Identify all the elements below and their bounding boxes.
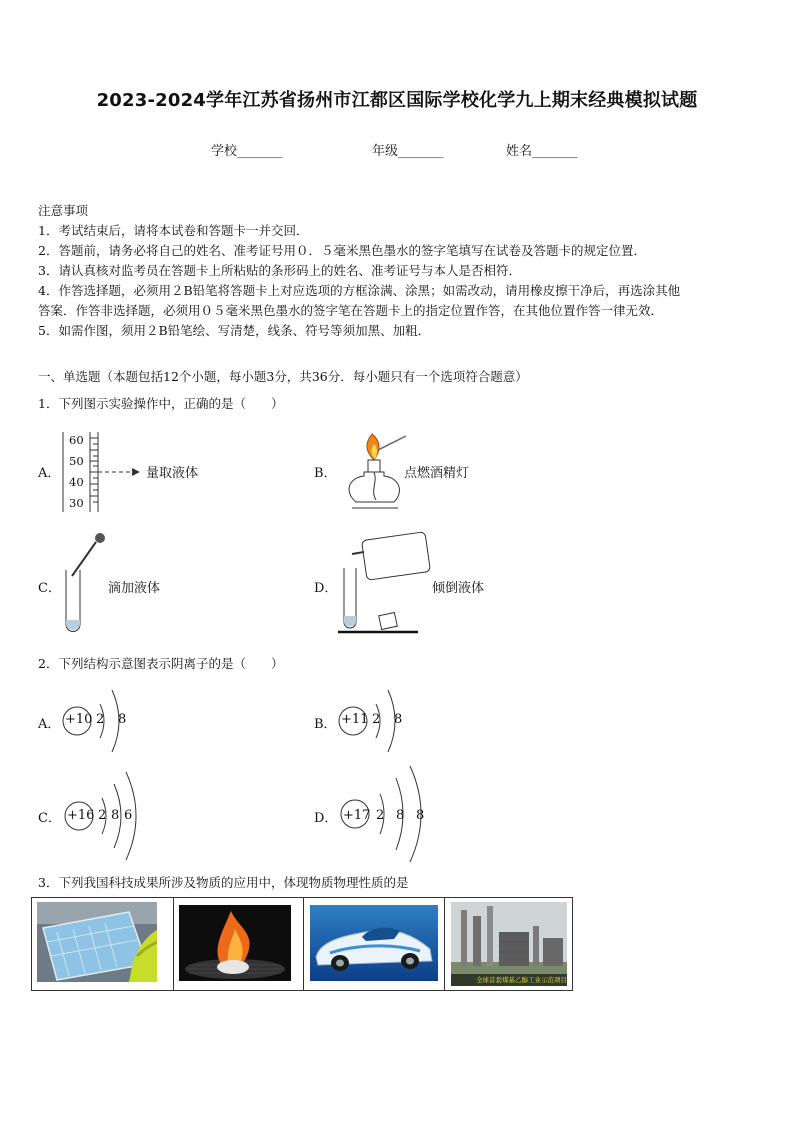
notice-item: 3．请认真核对监考员在答题卡上所粘贴的条形码上的姓名、准考证号与本人是否相符．: [38, 263, 521, 278]
shell-electrons: 2: [96, 712, 105, 727]
notice-item: 5．如需作图，须用２B铅笔绘、写清楚，线条、符号等须加黑、加粗．: [38, 323, 431, 338]
photo-divider: [173, 897, 174, 991]
q1-option-a-caption: 量取液体: [146, 466, 199, 481]
shell-electrons: 6: [124, 808, 133, 823]
tick-label: 60: [69, 433, 84, 447]
nucleus-charge: +11: [341, 712, 369, 727]
pouring-liquid-icon: [334, 528, 434, 638]
nucleus-charge: +10: [65, 712, 93, 727]
shell-electrons: 2: [376, 808, 385, 823]
notice-list: [38, 221, 680, 341]
q2-option-d-letter[interactable]: D．: [314, 811, 338, 826]
notice-heading: 注意事项: [38, 203, 89, 218]
q1-option-c-letter[interactable]: C．: [38, 581, 61, 596]
nucleus-charge: +16: [67, 808, 95, 823]
notice-item: 2．答题前，请务必将自己的姓名、准考证号用０．５毫米黑色墨水的签字笔填写在试卷及答题卡的规定位置．: [38, 243, 646, 258]
q2-option-c-letter[interactable]: C．: [38, 811, 61, 826]
name-field[interactable]: 姓名_______: [506, 144, 578, 159]
shell-electrons: 8: [118, 712, 127, 727]
photo-divider: [303, 897, 304, 991]
shell-electrons: 8: [394, 712, 403, 727]
q1-option-a-letter[interactable]: A．: [38, 466, 61, 481]
tick-label: 30: [69, 496, 84, 510]
dropper-test-tube-icon: [60, 532, 110, 636]
question-1-stem: 1．下列图示实验操作中，正确的是（ ）: [38, 396, 284, 411]
notice-item: 1．考试结束后，请将本试卷和答题卡一并交回．: [38, 223, 309, 238]
shell-electrons: 2: [98, 808, 107, 823]
q2-option-a-letter[interactable]: A．: [38, 717, 61, 732]
section-heading: 一、单选题（本题包括12个小题，每小题3分，共36分．每小题只有一个选项符合题意）: [38, 369, 528, 384]
q1-option-d-caption: 倾倒液体: [432, 581, 485, 596]
shell-electrons: 2: [372, 712, 381, 727]
notice-item: 答案．作答非选择题，必须用０５毫米黑色墨水的签字笔在答题卡上的指定位置作答，在其他位置作答一律无效．: [38, 303, 664, 318]
q1-option-c-caption: 滴加液体: [108, 581, 161, 596]
alcohol-lamp-icon: [334, 430, 414, 514]
q2-option-b-letter[interactable]: B．: [314, 717, 337, 732]
school-field[interactable]: 学校_______: [211, 144, 283, 159]
concept-car-photo: [310, 905, 438, 981]
nucleus-charge: +17: [343, 808, 371, 823]
photo-divider: [444, 897, 445, 991]
tick-label: 50: [69, 454, 84, 468]
shell-electrons: 8: [111, 808, 120, 823]
shell-electrons: 8: [396, 808, 405, 823]
photo-caption: 全球首套煤基乙醇工业示范项目: [476, 976, 567, 984]
q1-option-d-letter[interactable]: D．: [314, 581, 338, 596]
burning-mesh-photo: [179, 905, 291, 981]
chemical-plant-photo: [451, 902, 567, 986]
shell-electrons: 8: [416, 808, 425, 823]
cylinder-scale: [69, 430, 84, 514]
q1-option-b-caption: 点燃酒精灯: [404, 466, 470, 481]
question-2-stem: 2．下列结构示意图表示阴离子的是（ ）: [38, 656, 284, 671]
question-3-stem: 3．下列我国科技成果所涉及物质的应用中，体现物质物理性质的是: [38, 875, 409, 890]
q1-option-b-letter[interactable]: B．: [314, 466, 337, 481]
grade-field[interactable]: 年级_______: [372, 144, 444, 159]
notice-item: 4．作答选择题，必须用２B铅笔将答题卡上对应选项的方框涂满、涂黑；如需改动，请用橡皮擦干净后，再选涂其他: [38, 283, 681, 298]
page-title: 2023-2024学年江苏省扬州市江都区国际学校化学九上期末经典模拟试题: [96, 90, 698, 111]
tick-label: 40: [69, 475, 84, 489]
graphene-sheet-photo: [37, 902, 157, 982]
